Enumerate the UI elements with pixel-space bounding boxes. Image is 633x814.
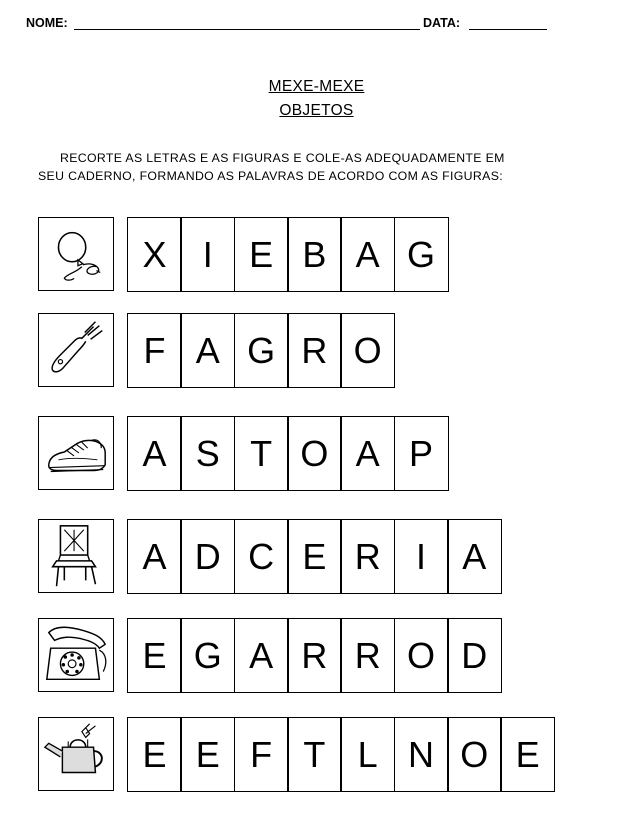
picture-box bbox=[38, 416, 114, 490]
worksheet-header bbox=[26, 14, 606, 36]
instruction-line-2: SEU CADERNO, FORMANDO AS PALAVRAS DE ACORDO COM AS FIGURAS: bbox=[38, 169, 504, 183]
letter-tile[interactable]: E bbox=[287, 519, 342, 594]
worksheet-title: MEXE-MEXE bbox=[268, 78, 365, 95]
letter-tile[interactable]: E bbox=[180, 717, 235, 792]
letter-tile[interactable]: X bbox=[127, 217, 182, 292]
letter-tile[interactable]: F bbox=[234, 717, 289, 792]
instruction-line-1: RECORTE AS LETRAS E AS FIGURAS E COLE-AS ADEQUADAMENTE EM bbox=[60, 151, 505, 165]
letter-tile[interactable]: D bbox=[447, 618, 502, 693]
date-label: DATA: bbox=[423, 16, 461, 30]
letter-tile[interactable]: A bbox=[234, 618, 289, 693]
letter-tile[interactable]: A bbox=[340, 217, 395, 292]
letter-tile[interactable]: O bbox=[340, 313, 395, 388]
letter-tile[interactable]: A bbox=[180, 313, 235, 388]
letter-tile[interactable]: D bbox=[180, 519, 235, 594]
letter-tile[interactable]: S bbox=[180, 416, 235, 491]
instructions bbox=[38, 149, 538, 185]
letter-tile[interactable]: E bbox=[234, 217, 289, 292]
letter-tile[interactable]: B bbox=[287, 217, 342, 292]
letter-tile[interactable]: I bbox=[180, 217, 235, 292]
letter-tile[interactable]: E bbox=[127, 717, 182, 792]
letter-tile[interactable]: E bbox=[500, 717, 555, 792]
letter-tile[interactable]: E bbox=[127, 618, 182, 693]
letter-tile[interactable]: O bbox=[447, 717, 502, 792]
letter-tile[interactable]: O bbox=[287, 416, 342, 491]
letter-tile[interactable]: I bbox=[394, 519, 449, 594]
picture-box bbox=[38, 313, 114, 387]
letter-tile[interactable]: L bbox=[340, 717, 395, 792]
letter-tile[interactable]: A bbox=[447, 519, 502, 594]
letter-tile[interactable]: A bbox=[127, 416, 182, 491]
letter-tile[interactable]: G bbox=[394, 217, 449, 292]
letter-tile[interactable]: R bbox=[287, 618, 342, 693]
letter-tile[interactable]: F bbox=[127, 313, 182, 388]
letter-tile[interactable]: P bbox=[394, 416, 449, 491]
telephone-icon bbox=[39, 619, 113, 691]
watering-can-icon bbox=[39, 718, 113, 790]
letter-tile[interactable]: T bbox=[234, 416, 289, 491]
picture-box bbox=[38, 618, 114, 692]
balloon-icon bbox=[39, 218, 113, 290]
picture-box bbox=[38, 217, 114, 291]
letter-tile[interactable]: R bbox=[340, 519, 395, 594]
shoe-icon bbox=[39, 417, 113, 489]
letter-tile[interactable]: G bbox=[180, 618, 235, 693]
letter-tile[interactable]: R bbox=[340, 618, 395, 693]
chair-icon bbox=[39, 520, 113, 592]
letter-tile[interactable]: C bbox=[234, 519, 289, 594]
worksheet-subtitle: OBJETOS bbox=[279, 102, 354, 119]
letter-tile[interactable]: A bbox=[340, 416, 395, 491]
letter-tile[interactable]: T bbox=[287, 717, 342, 792]
name-field-line[interactable] bbox=[74, 29, 420, 30]
name-label: NOME: bbox=[26, 16, 68, 30]
date-field-line[interactable] bbox=[469, 29, 547, 30]
letter-tile[interactable]: R bbox=[287, 313, 342, 388]
letter-tile[interactable]: A bbox=[127, 519, 182, 594]
letter-tile[interactable]: O bbox=[394, 618, 449, 693]
letter-tile[interactable]: N bbox=[394, 717, 449, 792]
letter-tile[interactable]: G bbox=[234, 313, 289, 388]
fork-icon bbox=[39, 314, 113, 386]
picture-box bbox=[38, 519, 114, 593]
picture-box bbox=[38, 717, 114, 791]
